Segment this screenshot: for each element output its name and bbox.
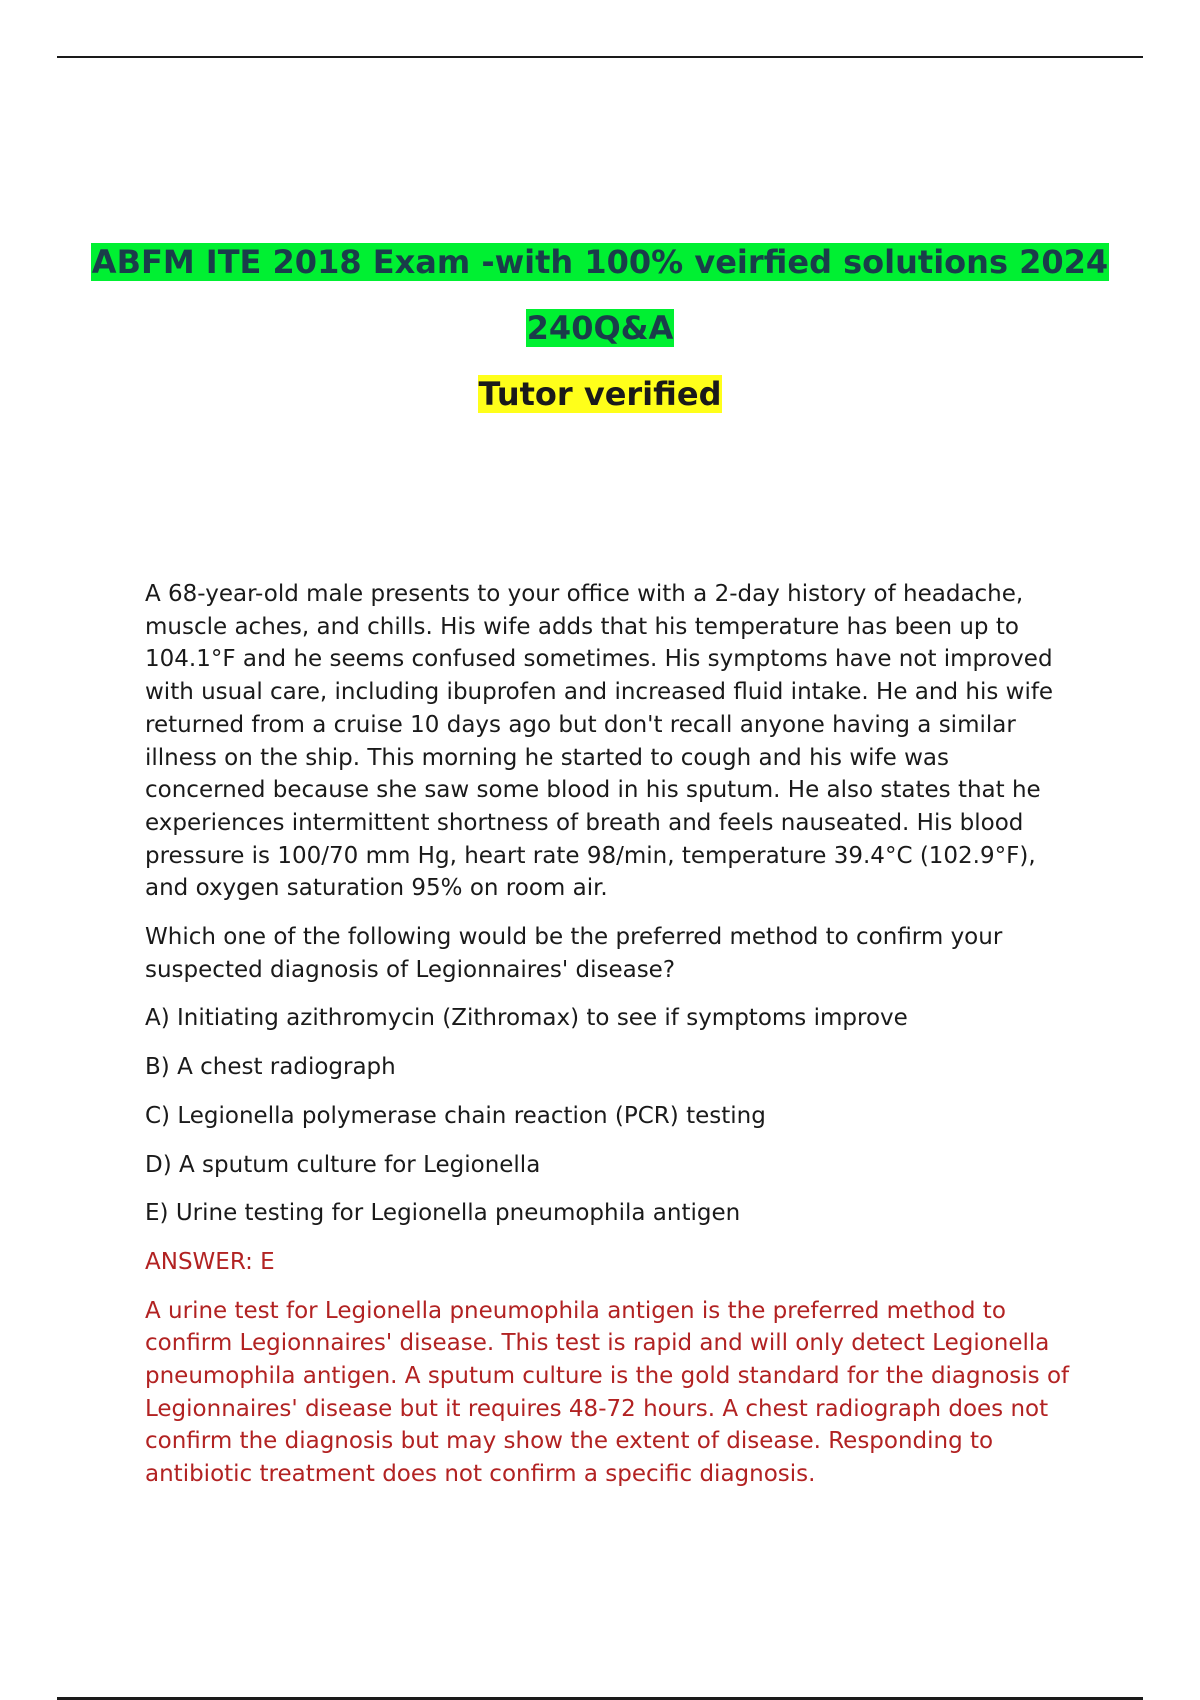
document-title: ABFM ITE 2018 Exam -with 100% veirfied solutions 2024 bbox=[91, 243, 1109, 281]
question-stem: A 68-year-old male presents to your office with a 2-day history of headache, muscle aches, and chills. His wife adds that his temperature has been up to 104.1°F and he seems confused sometimes. His symptoms have not improved with usual care, including ibuprofen and increased fluid intake. He and his wife returned from a cruise 10 days ago but don't recall anyone having a similar illness on the ship. This morning he started to cough and his wife was concerned because she saw some blood in his sputum. He also states that he experiences intermittent shortness of breath and feels nauseated. His blood pressure is 100/70 mm Hg, heart rate 98/min, temperature 39.4°C (102.9°F), and oxygen saturation 95% on room air. bbox=[145, 581, 1054, 902]
option-d: D) A sputum culture for Legionella bbox=[145, 1151, 541, 1178]
question-prompt: Which one of the following would be the preferred method to confirm your suspected diagnosis of Legionnaires' disease? bbox=[145, 924, 1003, 983]
title-block bbox=[0, 243, 1200, 413]
question-block bbox=[145, 578, 1075, 1507]
option-b: B) A chest radiograph bbox=[145, 1054, 396, 1081]
tutor-verified-badge: Tutor verified bbox=[478, 375, 722, 413]
option-e: E) Urine testing for Legionella pneumophila antigen bbox=[145, 1200, 741, 1227]
answer-explanation: A urine test for Legionella pneumophila antigen is the preferred method to confirm Legionnaires' disease. This test is rapid and will only detect Legionella pneumophila antigen. A sputum culture is the gold standard for the diagnosis of Legionnaires' disease but it requires 48-72 hours. A chest radiograph does not confirm the diagnosis but may show the extent of disease. Responding to antibiotic treatment does not confirm a specific diagnosis. bbox=[145, 1297, 1070, 1488]
top-rule bbox=[57, 56, 1143, 58]
answer-label: ANSWER: E bbox=[145, 1248, 275, 1275]
option-c: C) Legionella polymerase chain reaction (PCR) testing bbox=[145, 1102, 766, 1129]
question-count: 240Q&A bbox=[526, 309, 674, 347]
option-a: A) Initiating azithromycin (Zithromax) to see if symptoms improve bbox=[145, 1005, 908, 1032]
